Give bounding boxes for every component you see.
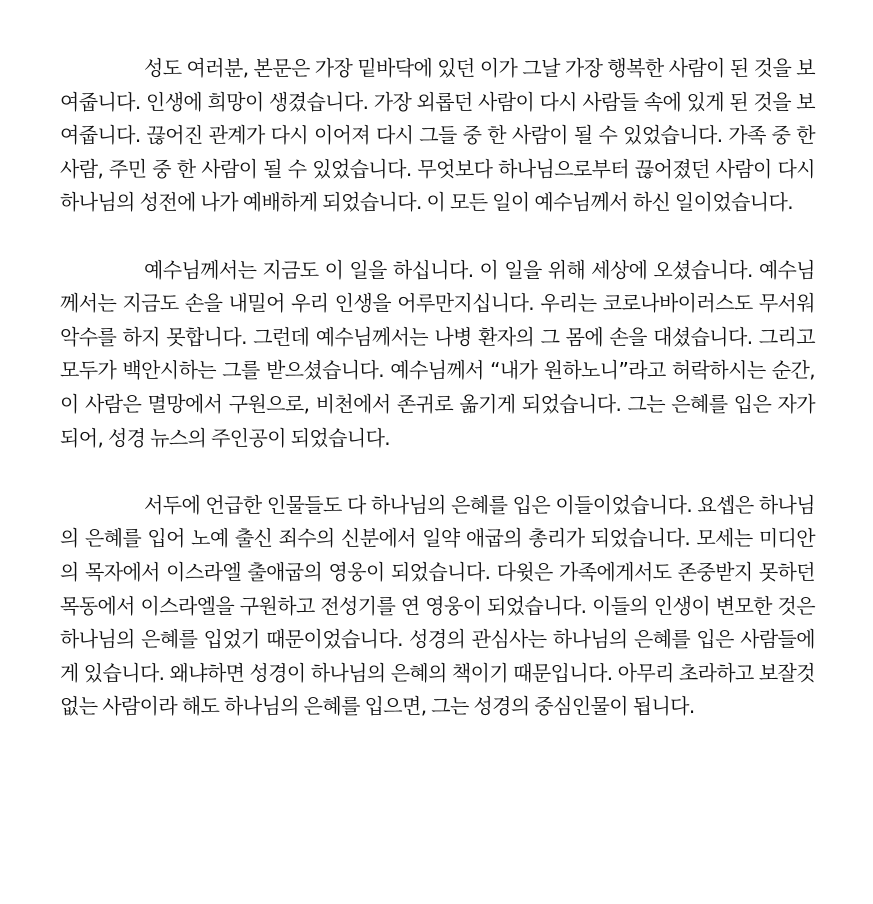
paragraph-1: 성도 여러분, 본문은 가장 밑바닥에 있던 이가 그날 가장 행복한 사람이 된 것을 보여줍니다. 인생에 희망이 생겼습니다. 가장 외롭던 사람이 다시 사람들 속에 있게 된 것을 보여줍니다. 끊어진 관계가 다시 이어져 다시 그들 중 한 사람이 될 수 있었습니다. 가족 중 한 사람, 주민 중 한 사람이 될 수 있었습니다. 무엇보다 하나님으로부터 끊어졌던 사람이 다시 하나님의 성전에 나가 예배하게 되었습니다. 이 모든 일이 예수님께서 하신 일이었습니다. (60, 56, 815, 215)
paragraph-2: 예수님께서는 지금도 이 일을 하십니다. 이 일을 위해 세상에 오셨습니다. 예수님께서는 지금도 손을 내밀어 우리 인생을 어루만지십니다. 우리는 코로나바이러스도 무서워 악수를 하지 못합니다. 그런데 예수님께서는 나병 환자의 그 몸에 손을 대셨습니다. 그리고 모두가 백안시하는 그를 받으셨습니다. 예수님께서 “내가 원하노니”라고 허락하시는 순간, 이 사람은 멸망에서 구원으로, 비천에서 존귀로 옮기게 되었습니다. 그는 은혜를 입은 자가 되어, 성경 뉴스의 주인공이 되었습니다. (60, 257, 815, 450)
document-page (60, 52, 815, 724)
paragraph-3: 서두에 언급한 인물들도 다 하나님의 은혜를 입은 이들이었습니다. 요셉은 하나님의 은혜를 입어 노예 출신 죄수의 신분에서 일약 애굽의 총리가 되었습니다. 모세는 미디안의 목자에서 이스라엘 출애굽의 영웅이 되었습니다. 다윗은 가족에게서도 존중받지 못하던 목동에서 이스라엘을 구원하고 전성기를 연 영웅이 되었습니다. 이들의 인생이 변모한 것은 하나님의 은혜를 입었기 때문이었습니다. 성경의 관심사는 하나님의 은혜를 입은 사람들에게 있습니다. 왜냐하면 성경이 하나님의 은혜의 책이기 때문입니다. 아무리 초라하고 보잘것없는 사람이라 해도 하나님의 은혜를 입으면, 그는 성경의 중심인물이 됩니다. (60, 492, 815, 719)
